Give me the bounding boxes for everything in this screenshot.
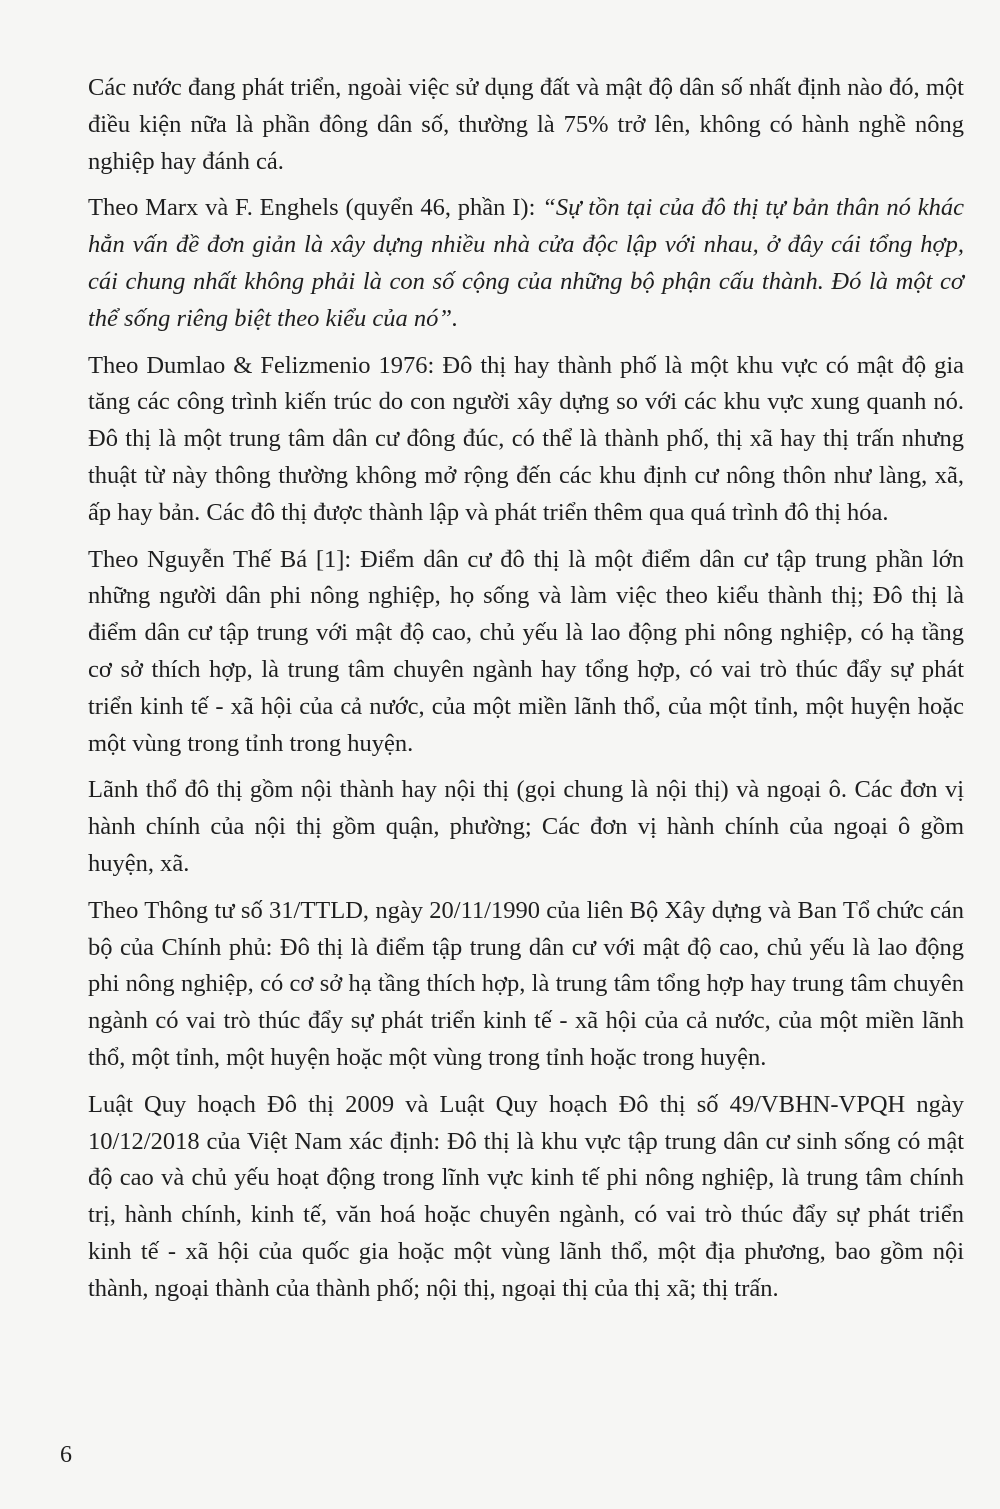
- page-body: [88, 70, 964, 1308]
- paragraph-urban-planning-law: Luật Quy hoạch Đô thị 2009 và Luật Quy hoạch Đô thị số 49/VBHN-VPQH ngày 10/12/2018 của Việt Nam xác định: Đô thị là khu vực tập trung dân cư sinh sống có mật độ cao và chủ yếu hoạt động trong lĩnh vực kinh tế phi nông nghiệp, là trung tâm chính trị, hành chính, kinh tế, văn hoá hoặc chuyên ngành, có vai trò thúc đẩy sự phát triển kinh tế - xã hội của quốc gia hoặc một vùng lãnh thổ, một địa phương, bao gồm nội thành, ngoại thành của thành phố; nội thị, ngoại thị của thị xã; thị trấn.: [88, 1090, 964, 1302]
- paragraph-circular-31: Theo Thông tư số 31/TTLD, ngày 20/11/1990 của liên Bộ Xây dựng và Ban Tổ chức cán bộ của Chính phủ: Đô thị là điểm tập trung dân cư với mật độ cao, chủ yếu là lao động phi nông nghiệp, có cơ sở hạ tầng thích hợp, là trung tâm tổng hợp hay trung tâm chuyên ngành có vai trò thúc đẩy sự phát triển kinh tế - xã hội của cả nước, của một miền lãnh thổ, một tỉnh, một huyện hoặc một vùng trong tỉnh hoặc trong huyện.: [88, 896, 964, 1071]
- paragraph-dumlao: Theo Dumlao & Felizmenio 1976: Đô thị hay thành phố là một khu vực có mật độ gia tăng các công trình kiến trúc do con người xây dựng so với các khu vực xung quanh nó. Đô thị là một trung tâm dân cư đông đúc, có thể là thành phố, thị xã hay thị trấn nhưng thuật từ này thông thường không mở rộng đến các khu định cư nông thôn như làng, xã, ấp hay bản. Các đô thị được thành lập và phát triển thêm qua quá trình đô thị hóa.: [88, 351, 964, 526]
- paragraph-nguyen-the-ba: Theo Nguyễn Thế Bá [1]: Điểm dân cư đô thị là một điểm dân cư tập trung phần lớn những người dân phi nông nghiệp, họ sống và làm việc theo kiểu thành thị; Đô thị là điểm dân cư tập trung với mật độ cao, chủ yếu là lao động phi nông nghiệp, có hạ tầng cơ sở thích hợp, là trung tâm chuyên ngành hay tổng hợp, có vai trò thúc đẩy sự phát triển kinh tế - xã hội của cả nước, của một miền lãnh thổ, của một tỉnh, một huyện hoặc một vùng trong tỉnh trong huyện.: [88, 545, 964, 757]
- marx-intro: Theo Marx và F. Enghels (quyển 46, phần I):: [88, 194, 543, 222]
- paragraph-developing-countries: Các nước đang phát triển, ngoài việc sử dụng đất và mật độ dân số nhất định nào đó, một điều kiện nữa là phần đông dân số, thường là 75% trở lên, không có hành nghề nông nghiệp hay đánh cá.: [88, 74, 964, 175]
- page-number: 6: [60, 1442, 72, 1468]
- paragraph-marx-engels: [88, 190, 964, 337]
- paragraph-territory: Lãnh thổ đô thị gồm nội thành hay nội thị (gọi chung là nội thị) và ngoại ô. Các đơn vị hành chính của nội thị gồm quận, phường; Các đơn vị hành chính của ngoại ô gồm huyện, xã.: [88, 776, 964, 877]
- marx-quote: “Sự tồn tại của đô thị tự bản thân nó khác hẳn vấn đề đơn giản là xây dựng nhiều nhà cửa độc lập với nhau, ở đây cái tổng hợp, cái chung nhất không phải là con số cộng của những bộ phận cấu thành. Đó là một cơ thể sống riêng biệt theo kiểu của nó”.: [88, 194, 964, 332]
